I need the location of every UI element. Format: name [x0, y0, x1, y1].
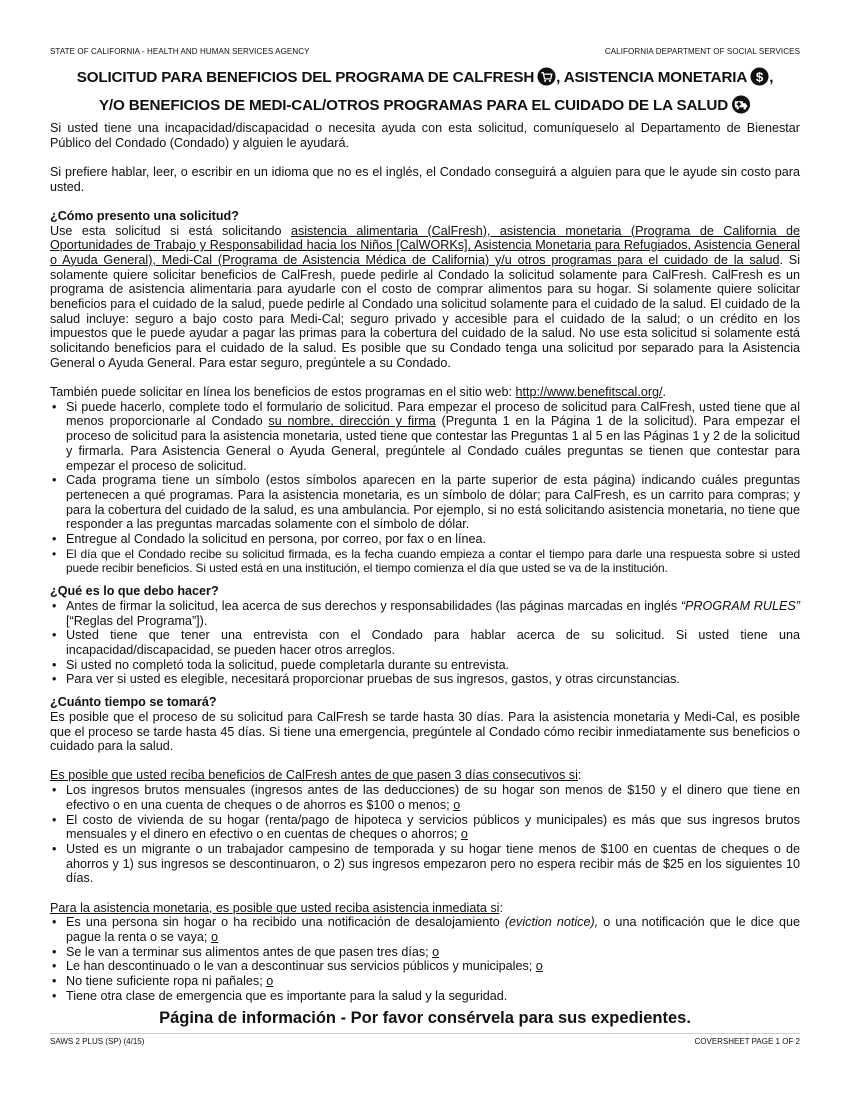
agency-left: STATE OF CALIFORNIA - HEALTH AND HUMAN SERVICES AGENCY — [50, 47, 310, 56]
what-do-bullets — [50, 599, 800, 687]
bullet-italic: “PROGRAM RULES” — [680, 598, 800, 613]
info-page-notice: Página de información - Por favor consérvela para sus expedientes. — [159, 1009, 691, 1027]
bullet-text: Se le van a terminar sus alimentos antes de que pasen tres días; — [66, 944, 433, 959]
how-apply-heading: ¿Cómo presento una solicitud? — [50, 208, 239, 223]
list-item — [50, 945, 800, 960]
list-item: • Usted tiene que tener una entrevista con el Condado para hablar acerca de su solicitud. Si usted tiene una incapacidad/discapacidad, se pueden hacer otros arreglos. — [50, 628, 800, 657]
list-item: • Tiene otra clase de emergencia que es importante para la salud y la seguridad. — [50, 989, 800, 1004]
shopping-cart-icon — [537, 67, 556, 94]
bullet-text: Los ingresos brutos mensuales (ingresos antes de las deducciones) de su hogar son menos de $150 y el dinero que tiene en efectivo o en una cuenta de cheques o de ahorros es $100 o menos; — [66, 783, 800, 812]
what-do-heading: ¿Qué es lo que debo hacer? — [50, 584, 219, 599]
agency-right: CALIFORNIA DEPARTMENT OF SOCIAL SERVICES — [604, 47, 800, 56]
svg-text:$: $ — [756, 69, 764, 85]
how-apply-paragraph — [50, 224, 800, 371]
how-long-heading: ¿Cuánto tiempo se tomará? — [50, 695, 217, 710]
document-body — [50, 121, 800, 1003]
page-number: COVERSHEET PAGE 1 OF 2 — [694, 1037, 800, 1046]
form-id: SAWS 2 PLUS (SP) (4/15) — [50, 1037, 145, 1046]
form-title — [40, 66, 810, 122]
bullet-text: Es una persona sin hogar o ha recibido una notificación de desalojamiento — [66, 915, 505, 930]
title-line1-c: , — [769, 69, 774, 86]
lead-colon: : — [499, 900, 503, 915]
intro-paragraph-2: Si prefiere hablar, leer, o escribir en un idioma que no es el inglés, el Condado conseguirá a alguien para que le ayude sin costo para usted. — [50, 164, 800, 194]
calfresh-3days-lead — [50, 768, 800, 783]
list-item — [50, 783, 800, 812]
list-item: • Cada programa tiene un símbolo (estos símbolos aparecen en la parte superior de esta página) indicando cuáles preguntas pertenecen a qué programas. Para la asistencia monetaria, es un símbolo de dólar; para CalFresh, es un carrito para compras; y para la cobertura del cuidado de la salud, es una ambulancia. Por ejemplo, si no está solicitando asistencia monetaria, no tiene que responder a las preguntas marcadas solamente con el símbolo de dólar. — [50, 473, 800, 532]
calfresh-3days-bullets — [50, 783, 800, 886]
ambulance-icon — [731, 95, 751, 122]
or-connector: o — [210, 929, 218, 944]
bullet-text: [“Reglas del Programa”]). — [66, 613, 208, 628]
bullet-text: Le han descontinuado o le van a descontinuar sus servicios públicos y municipales; — [66, 959, 536, 974]
or-connector: o — [266, 974, 274, 989]
title-line1-b: , ASISTENCIA MONETARIA — [556, 69, 748, 86]
lead-colon: : — [577, 768, 582, 783]
cash-immediate-lead — [50, 901, 800, 916]
online-lead: También puede solicitar en línea los beneficios de estos programas en el sitio web: — [50, 385, 516, 400]
online-apply-paragraph — [50, 385, 800, 400]
bullet-underlined: su nombre, dirección y firma — [268, 414, 436, 429]
cash-immediate-bullets — [50, 915, 800, 1003]
or-connector: o — [460, 827, 468, 842]
bullet-text: Si puede hacerlo, complete todo el formulario de solicitud. Para empezar el proceso de solicitud para CalFresh, usted tiene que al menos proporcionarle al Condado — [66, 399, 800, 429]
bullet-italic: (eviction notice), — [504, 915, 599, 930]
bullet-text: El costo de vivienda de su hogar (renta/pago de hipoteca y servicios públicos y municipales) es más que sus ingresos brutos mensuales y el dinero en efectivo o en cuentas de cheques o ahorros; — [66, 812, 800, 842]
how-long-paragraph: Es posible que el proceso de su solicitud para CalFresh se tarde hasta 30 días. Para la asistencia monetaria y Medi-Cal, es posible que el proceso se tarde hasta 45 días. Si tiene una emergencia, pregúntele al Condado cómo recibir inmediatamente sus beneficios o cuidado para la salud. — [50, 709, 800, 754]
how-apply-rest: . Si solamente quiere solicitar beneficios de CalFresh, puede pedirle al Condado la solicitud solamente para CalFresh. CalFresh es un programa de asistencia alimentaria para ayudarle con el costo de comprar alimentos para su hogar. Si solamente quiere solicitar beneficios para el cuidado de la salud, puede pedirle al Condado una solicitud solamente para el cuidado de la salud. El cuidado de la salud incluye: seguro a bajo costo para Medi-Cal; seguro privado y accesible para el cuidado de la salud; o un crédito en los impuestos que le puede ayudar a pagar las primas para la cobertura del cuidado de la salud. No use esta solicitud si solamente está solicitando beneficios para el cuidado de la salud. Es posible que su Condado tenga una solicitud por separado para la Asistencia General o Ayuda General. Para estar seguro, pregúntele a su Condado. — [50, 252, 800, 370]
how-apply-bullets — [50, 400, 800, 576]
or-connector: o — [453, 797, 461, 812]
or-connector: o — [432, 944, 440, 959]
benefitscal-link[interactable]: http://www.benefitscal.org/ — [515, 385, 663, 400]
list-item: • Entregue al Condado la solicitud en persona, por correo, por fax o en línea. — [50, 532, 800, 547]
bullet-text: Antes de firmar la solicitud, lea acerca de sus derechos y responsabilidades (las páginas marcadas en inglés — [66, 598, 681, 613]
list-item: • Para ver si usted es elegible, necesitará proporcionar pruebas de sus ingresos, gastos, y otras circunstancias. — [50, 672, 800, 687]
cash-lead-underlined: Para la asistencia monetaria, es posible que usted reciba asistencia inmediata si — [50, 900, 500, 915]
list-item — [50, 813, 800, 842]
list-item — [50, 974, 800, 989]
footer-divider — [50, 1033, 800, 1034]
list-item — [50, 599, 800, 628]
title-line1-a: SOLICITUD PARA BENEFICIOS DEL PROGRAMA DE CALFRESH — [76, 69, 535, 86]
how-apply-lead: Use esta solicitud si está solicitando — [50, 223, 291, 238]
list-item: • El día que el Condado recibe su solicitud firmada, es la fecha cuando empieza a contar el tiempo para darle una respuesta sobre si usted puede recibir beneficios. Si usted está en una institución, el tiempo comienza el día que usted se va de la institución. — [50, 547, 800, 576]
list-item: • Si usted no completó toda la solicitud, puede completarla durante su entrevista. — [50, 658, 800, 673]
list-item — [50, 400, 800, 474]
or-connector: o — [535, 959, 543, 974]
bullet-text: o una notificación que le dice que pague la renta o se vaya; — [66, 915, 800, 944]
intro-paragraph-1: Si usted tiene una incapacidad/discapacidad o necesita ayuda con esta solicitud, comuníqueselo al Departamento de Bienestar Público del Condado (Condado) y alguien le ayudará. — [50, 121, 800, 150]
calfresh-lead-underlined: Es posible que usted reciba beneficios de CalFresh antes de que pasen 3 días consecutivos si — [50, 768, 578, 783]
dollar-sign-icon — [750, 67, 769, 94]
list-item: • Usted es un migrante o un trabajador campesino de temporada y su hogar tiene menos de $100 en cuentas de cheques o de ahorros y 1) sus ingresos se descontinuaron, o 2) sus ingresos empezaron pero no espera recibir más de $25 en los siguientes 10 días. — [50, 842, 800, 886]
title-line2: Y/O BENEFICIOS DE MEDI-CAL/OTROS PROGRAMAS PARA EL CUIDADO DE LA SALUD — [98, 97, 729, 114]
online-end: . — [662, 385, 667, 400]
list-item — [50, 915, 800, 944]
list-item — [50, 959, 800, 974]
programs-list-underlined: asistencia alimentaria (CalFresh), asistencia monetaria (Programa de California de Oportunidades de Trabajo y Responsabilidad hacia los Niños [CalWORKs], Asistencia Monetaria para Refugiados, Asistencia General o Ayuda General), Medi-Cal (Programa de Asistencia Médica de California) y/u otros programas para el cuidado de la salud — [50, 223, 800, 267]
bullet-text: No tiene suficiente ropa ni pañales; — [66, 974, 267, 989]
bullet-text: (Pregunta 1 en la Página 1 de la solicitud). Para empezar el proceso de solicitud para la asistencia monetaria, usted tiene que contestar las Preguntas 1 al 5 en las Páginas 1 y 2 de la solicitud y firmarla. Para Asistencia General o Ayuda General, pregúntele al Condado cuáles preguntas se tienen que contestar para empezar el proceso de solicitud. — [66, 414, 801, 473]
